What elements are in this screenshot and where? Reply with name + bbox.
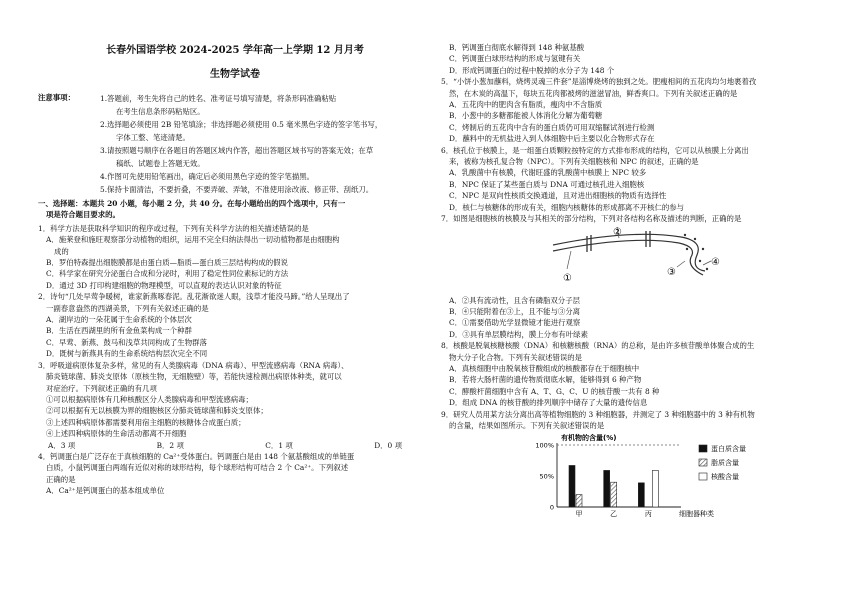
option: C．NPC 是双向性核质交换通道，且对进出细胞核的物质有选择性 [449, 191, 667, 201]
option: A．五花肉中的肥肉含有脂质，瘦肉中不含脂质 [449, 100, 603, 110]
nuclear-envelope-diagram [441, 225, 837, 295]
notice-item: 字体工整、笔迹清楚。 [116, 133, 190, 142]
option: C．烤制后的五花肉中含有的蛋白质仍可用双缩脲试剂进行检测 [449, 122, 655, 132]
exam-subject: 生物学试卷 [210, 69, 260, 80]
option: C．①需要借助光学显微镜才能进行观察 [449, 318, 581, 328]
question-4: 4．钙调蛋白是广泛存在于真核细胞的 Ca²⁺受体蛋白。钙调蛋白是由 148 个氨基酸组成的单链蛋 [38, 451, 355, 461]
option: A．乳酸菌中有核膜，代谢旺盛的乳酸菌中核膜上 NPC 较多 [449, 168, 647, 178]
question-5: 5．“小饼小葱加蘸料，烧烤灵魂三件套”是淄博烧烤的独到之处。肥瘦相间的五花肉均匀地裹着孜 [441, 77, 757, 87]
question-cont: 肺炎链球菌、肺炎支原体（原核生物，无细胞壁）等，若能快速检测出病原体种类，就可以 [46, 372, 342, 382]
chart-title: 有机物的含量(%) [561, 434, 617, 443]
statement: ①可以根据病原体有几种核酸区分人类腺病毒和甲型流感病毒； [46, 394, 253, 404]
option: B．NPC 保证了某些蛋白质与 DNA 可通过核孔进入细胞核 [449, 179, 645, 189]
question-3: 3．呼吸道病原体复杂多样，常见的有人类腺病毒（DNA 病毒）、甲型流感病毒（RNA 病毒）、 [38, 360, 349, 370]
x-tick-label: 甲 [575, 510, 583, 519]
y-tick-label: 50% [539, 472, 554, 481]
option: B．罗伯特森提出细胞膜都是由蛋白质—脂质—蛋白质三层结构构成的假说 [46, 258, 288, 268]
question-cont: 的含量，结果如图所示。下列有关叙述错误的是 [449, 420, 605, 430]
section-heading-cont: 项是符合题目要求的。 [46, 210, 120, 220]
statement: ②可以根据有无以核膜为界的细胞核区分肺炎链球菌和肺炎支原体； [46, 406, 268, 416]
exam-title: 长春外国语学校 2024-2025 学年高一上学期 12 月月考 [106, 45, 364, 56]
option: C．早莺、新燕、鼓马和浅草共同构成了生物群落 [46, 337, 207, 347]
option: A．真核细胞中由脱氧核苷酸组成的核酸都存在于细胞核中 [449, 363, 640, 373]
option: B．小葱中的多糖都能被人体消化分解为葡萄糖 [449, 111, 603, 121]
question-cont: 对症治疗。下列叙述正确的有几项 [46, 383, 157, 393]
x-axis-label: 细胞器种类 [679, 510, 714, 519]
notice-item: 2.选择题必须使用 2B 铅笔填涂；非选择题必须使用 0.5 毫米黑色字迹的签字笔书写， [100, 120, 383, 129]
bar-乙-蛋白质含量 [604, 471, 610, 508]
option: C．科学家在研究分泌蛋白合成和分泌时，利用了稳定性同位素标记的方法 [46, 269, 289, 279]
option: A．Ca²⁺是钙调蛋白的基本组成单位 [46, 486, 165, 496]
option: C．1 项 [265, 440, 293, 450]
notice-item: 3.请按照题号顺序在各题目的答题区域内作答，超出答题区域书写的答案无效；在草 [100, 146, 374, 155]
organelle-chart [441, 431, 837, 519]
question-9: 9．研究人员用某方法分离出高等植物细胞的 3 种细胞器，并测定了 3 种细胞器中的 3 种有机物 [441, 409, 755, 419]
option: C．钙调蛋白球形结构的形成与氢键有关 [449, 54, 581, 64]
chart-plot [535, 442, 714, 519]
questions-left [38, 223, 432, 497]
question-cont: 正确的是 [46, 474, 76, 484]
x-tick-label: 乙 [610, 510, 618, 519]
y-tick-label: 0 [549, 503, 554, 512]
bar-丙-蛋白质含量 [638, 483, 644, 507]
notice-label: 注意事项： [38, 93, 75, 102]
option: D．通过 3D 打印构建细胞的物理模型，可以直观的表达认识对象的特征 [46, 280, 282, 290]
option: B．钙调蛋白彻底水解得到 148 种氨基酸 [449, 43, 585, 52]
bar-甲-脂质含量 [576, 495, 582, 507]
option: C．酵酸杆菌细胞中含有 A、T、G、C、U 的核苷酸一共有 8 种 [449, 386, 660, 396]
question-7: 7．如图是细胞核的核膜及与其相关的部分结构，下列对各结构名称及描述的判断，正确的是 [441, 214, 742, 224]
section-heading: 一、选择题：本题共 20 小题，每小题 2 分，共 40 分。在每小题给出的四个选项中，只有一 [38, 199, 346, 208]
option: D．0 项 [374, 440, 402, 450]
option: B．④只能附着在③上，且不能与③分离 [449, 306, 581, 316]
question-cont: 白质，小鼠钙调蛋白两端有近似对称的球形结构，每个球形结构可结合 2 个 Ca²⁺。下列叙述 [46, 463, 349, 473]
notice-item: 5.保持卡面清洁，不要折叠，不要弄破、弄皱，不准使用涂改液、修正带、刮纸刀。 [100, 185, 374, 194]
legend-label: 脂质含量 [711, 459, 739, 468]
statement: ④上述四种病原体的生命活动都离不开细胞 [46, 429, 187, 439]
notice-item: 1.答题前，考生先将自己的姓名、准考证号填写清楚，将条形码准确粘贴 [100, 94, 337, 103]
question-6: 6．核孔位于核膜上，是一组蛋白质颗粒按特定的方式排布形成的结构，它可以从核膜上分离出 [441, 145, 749, 155]
option: D．组成 DNA 的核苷酸的排列顺序中储存了大量的遗传信息 [449, 398, 648, 408]
question-cont: 一副春意盎然的西湖美景，下列有关叙述正确的是 [46, 303, 209, 313]
right-column [441, 42, 837, 519]
notice-item: 稿纸、试题卷上答题无效。 [116, 159, 205, 168]
option: A．3 项 [48, 440, 76, 450]
legend-swatch [699, 459, 707, 466]
diagram-svg [441, 225, 837, 295]
bar-乙-脂质含量 [611, 483, 617, 508]
x-tick-label: 丙 [644, 510, 652, 519]
option: B．生活在西湖里的所有金鱼菜构成一个种群 [46, 326, 192, 336]
option: D．既树与新燕具有的生命系统结构层次完全不同 [46, 349, 208, 359]
bar-丙-核酸含量 [652, 471, 658, 508]
legend-label: 核酸含量 [711, 473, 739, 482]
question-cont: 物大分子化合物。下列有关叙述错误的是 [449, 352, 583, 362]
label-1: ① [563, 272, 572, 284]
legend-label: 蛋白质含量 [711, 445, 746, 454]
question-8: 8．核酸是脱氧核糖核酸（DNA）和核糖核酸（RNA）的总称，是由许多核苷酸单体聚合成的生 [441, 341, 755, 351]
label-2: ② [613, 226, 622, 238]
option: A．湖岸边的一朵花属于生命系统的个体层次 [46, 315, 192, 325]
question-cont: 来，被称为核孔复合物（NPC）。下列有关细胞核和 NPC 的叙述，正确的是 [449, 157, 699, 167]
y-tick-label: 100% [535, 441, 554, 450]
legend-swatch [699, 473, 707, 480]
nuclear-pore [587, 235, 591, 252]
notice-item: 4.作图可先使用铅笔画出，确定后必须用黑色字迹的签字笔描黑。 [100, 172, 314, 181]
legend-swatch [699, 445, 707, 452]
option: D．形成钙调蛋白的过程中脱掉的水分子为 148 个 [449, 65, 615, 75]
question-1: 1．科学方法是获取科学知识的程序或过程，下列有关科学方法的相关描述错误的是 [38, 223, 309, 233]
option: D．蘸料中的无机盐进入到人体细胞中后主要以化合物形式存在 [449, 134, 655, 144]
label-4: ④ [711, 256, 720, 268]
q3-choices [38, 440, 432, 451]
chart-legend [699, 444, 746, 481]
question-2: 2．诗句“几处早莺争暖树，谁家新燕啄春泥。乱花渐欲迷人眼，浅草才能没马蹄。”给人呈现出了 [38, 292, 350, 302]
option: B．若将大肠杆菌的遗传物质彻底水解，能够得到 6 种产物 [449, 375, 642, 385]
notice-items [100, 92, 382, 196]
option: B．2 项 [156, 440, 184, 450]
notice-item: 在考生信息条形码粘贴区。 [116, 107, 205, 116]
option: A．②具有流动性，且含有磷脂双分子层 [449, 295, 580, 305]
option: D．核仁与核糖体的形成有关，细胞内核糖体的形成都离不开核仁的参与 [449, 202, 685, 212]
question-cont: 然，在木炭的高温下，每块五花肉都被烤的滋滋冒油，鲜香爽口。下列有关叙述正确的是 [449, 88, 738, 98]
label-3: ③ [667, 266, 676, 278]
statement: ③上述四种病原体都需要利用宿主细胞的核糖体合成蛋白质； [46, 417, 246, 427]
endoplasmic-reticulum [681, 237, 705, 271]
chart-svg [441, 431, 837, 519]
notice-block [38, 92, 432, 196]
option: D．③具有单层膜结构，膜上分布有叶绿素 [449, 329, 588, 339]
left-column [38, 44, 432, 497]
option: A．施莱登和施旺观察部分动植物的组织，运用不完全归纳法得出一切动植物都是由细胞构 [46, 235, 340, 245]
option-cont: 成的 [54, 246, 69, 256]
bar-甲-蛋白质含量 [569, 466, 575, 508]
nuclear-pore [646, 231, 650, 247]
